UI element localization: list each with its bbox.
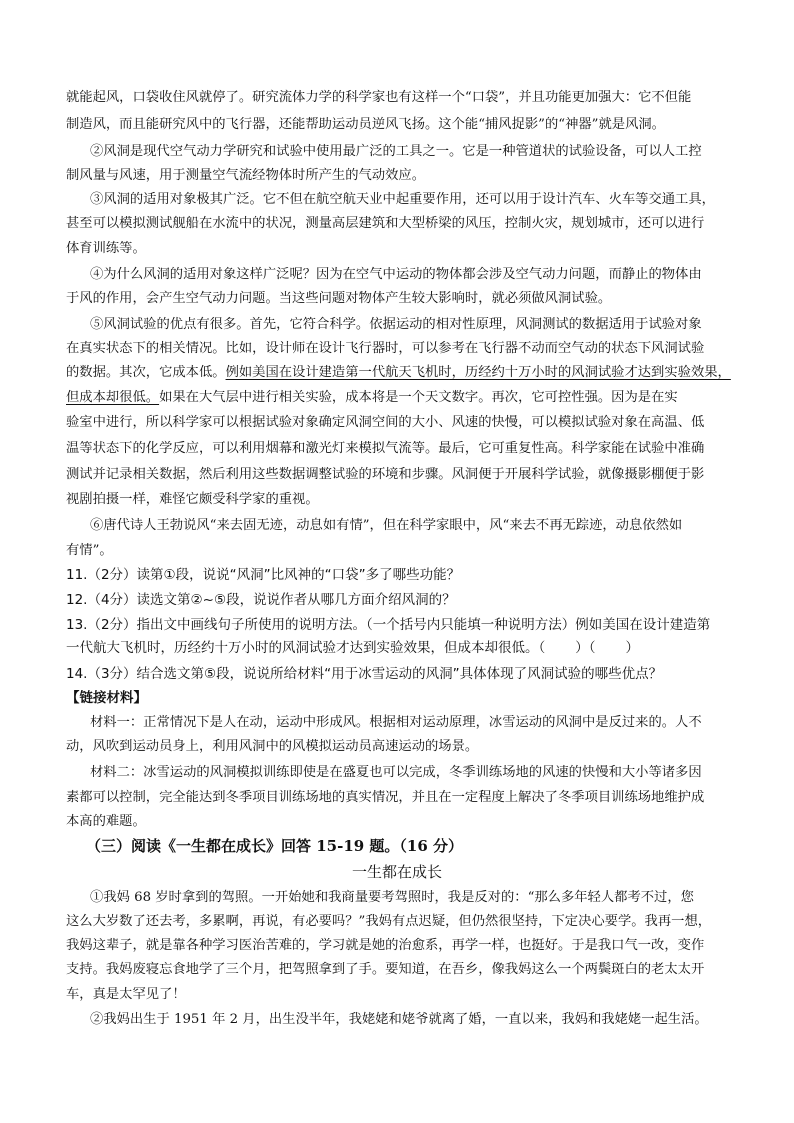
material-line: 本高的难题。 xyxy=(66,814,146,829)
passage-line: 甚至可以模拟测试舰船在水流中的状况，测量高层建筑和大型桥梁的风压，控制火灾，规划城市，还可以进行 xyxy=(66,216,705,231)
material-line: 素都可以控制，完全能达到冬季项目训练场地的真实情况，并且在一定程度上解决了冬季项目训练场地维护成 xyxy=(66,790,705,805)
link-material-heading: 【链接材料】 xyxy=(66,690,147,706)
essay-line: 我妈这辈子，就是靠各种学习医治苦难的，学习就是她的治愈系，再学一样，也挺好。于是我口气一改，变作 xyxy=(66,938,705,953)
material-line: 材料一：正常情况下是人在动，运动中形成风。根据相对运动原理，冰雪运动的风洞中是反过来的。人不 xyxy=(90,715,702,730)
question-text: 一代航大飞机时，历经约十万小时的风洞试验才达到实验效果，但成本却很低。（ xyxy=(66,640,546,656)
passage-line: 有情”。 xyxy=(66,543,113,558)
passage-line xyxy=(66,388,736,408)
passage-line: 就能起风，口袋收住风就停了。研究流体力学的科学家也有这样一个“口袋”，并且功能更加强大：它不但能 xyxy=(66,90,692,105)
material-line: 材料二：冰雪运动的风洞模拟训练即使是在盛夏也可以完成，冬季训练场地的风速的快慢和大小等诸多因 xyxy=(90,765,702,780)
passage-line: 制造风，而且能研究风中的飞行器，还能帮助运动员逆风飞扬。这个能“捕风捉影”的“神器”就是风洞。 xyxy=(66,117,665,132)
passage-line: 于风的作用，会产生空气动力问题。当这些问题对物体产生较大影响时，就必须做风洞试验。 xyxy=(66,291,612,306)
question-text: ）（ xyxy=(575,640,596,656)
passage-line: 在真实状态下的相关情况。比如，设计师在设计飞行器时，可以参考在飞行器不动而空气动的状态下风洞试验 xyxy=(66,341,705,356)
essay-title: 一生都在成长 xyxy=(351,863,442,881)
underlined-sentence: 但成本却很低。 xyxy=(66,390,160,405)
question-11: 11.（2分）读第①段，说说“风洞”比风神的“口袋”多了哪些功能？ xyxy=(66,567,461,583)
passage-line xyxy=(66,363,736,383)
passage-line: ④为什么风洞的适用对象这样广泛呢？因为在空气中运动的物体都会涉及空气动力问题，而静止的物体由 xyxy=(90,267,702,282)
essay-line: 支持。我妈废寝忘食地学了三个月，把驾照拿到了手。要知道，在吾乡，像我妈这么一个两鬓斑白的老太太开 xyxy=(66,962,705,977)
passage-line: 视剧拍摄一样，难怪它颇受科学家的重视。 xyxy=(66,492,319,507)
passage-text: 的数据。其次，它成本低。 xyxy=(66,365,226,380)
passage-line: ③风洞的适用对象极其广泛。它不但在航空航天业中起重要作用，还可以用于设计汽车、火车等交通工具， xyxy=(90,192,715,207)
material-line: 动，风吹到运动员身上，利用风洞中的风模拟运动员高速运动的场景。 xyxy=(66,739,479,754)
passage-line: 温等状态下的化学反应，可以利用烟幕和激光灯来模拟气流等。最后，它可重复性高。科学家能在试验中准确 xyxy=(66,441,705,456)
essay-line: 车，真是太罕见了！ xyxy=(66,987,186,1002)
essay-line: ②我妈出生于 1951 年 2 月，出生没半年，我姥姥和姥爷就离了婚，一直以来，我妈和我姥姥一起生活。 xyxy=(90,1012,708,1027)
passage-line: ⑥唐代诗人王勃说风“来去固无迹，动息如有情”，但在科学家眼中，风“来去不再无踪迹，动息依然如 xyxy=(90,518,683,533)
passage-line: 验室中进行，所以科学家可以根据试验对象确定风洞空间的大小、风速的快慢，可以模拟试验对象在高温、低 xyxy=(66,415,705,430)
passage-text: 如果在大气层中进行相关实验，成本将是一个天文数字。再次，它可控性强。因为是在实 xyxy=(159,390,678,405)
essay-line: ①我妈 68 岁时拿到的驾照。一开始她和我商量要考驾照时，我是反对的：“那么多年轻人都考不过，您 xyxy=(90,890,694,905)
question-12: 12.（4分）读选文第②~⑤段，说说作者从哪几方面介绍风洞的？ xyxy=(66,592,456,608)
passage-line: 制风量与风速，用于测量空气流经物体时所产生的气动效应。 xyxy=(66,168,426,183)
question-text: ） xyxy=(625,640,639,656)
passage-line: 测试并记录相关数据，然后利用这些数据调整试验的环境和步骤。风洞便于开展科学试验，就像摄影棚便于影 xyxy=(66,467,705,482)
passage-line: ⑤风洞试验的优点有很多。首先，它符合科学。依据运动的相对性原理，风洞测试的数据适用于试验对象 xyxy=(90,317,702,332)
underlined-sentence: 例如美国在设计建造第一代航天飞机时，历经约十万小时的风洞试验才达到实验效果， xyxy=(225,365,731,380)
passage-line: ②风洞是现代空气动力学研究和试验中使用最广泛的工具之一。它是一种管道状的试验设备，可以人工控 xyxy=(90,144,702,159)
question-14: 14.（3分）结合选文第⑤段，说说所给材料“用于冰雪运动的风洞”具体体现了风洞试验的哪些优点？ xyxy=(66,666,663,682)
essay-line: 这么大岁数了还去考，多累啊，再说，有必要吗？”我妈有点迟疑，但仍然很坚持，下定决心要学。我再一想， xyxy=(66,914,712,929)
passage-line: 体育训练等。 xyxy=(66,241,146,256)
question-13-continued xyxy=(66,638,736,658)
section-heading: （三）阅读《一生都在成长》回答 15-19 题。（16 分） xyxy=(86,837,464,855)
question-13: 13.（2分）指出文中画线句子所使用的说明方法。（一个括号内只能填一种说明方法）例如美国在设计建造第 xyxy=(66,617,711,633)
